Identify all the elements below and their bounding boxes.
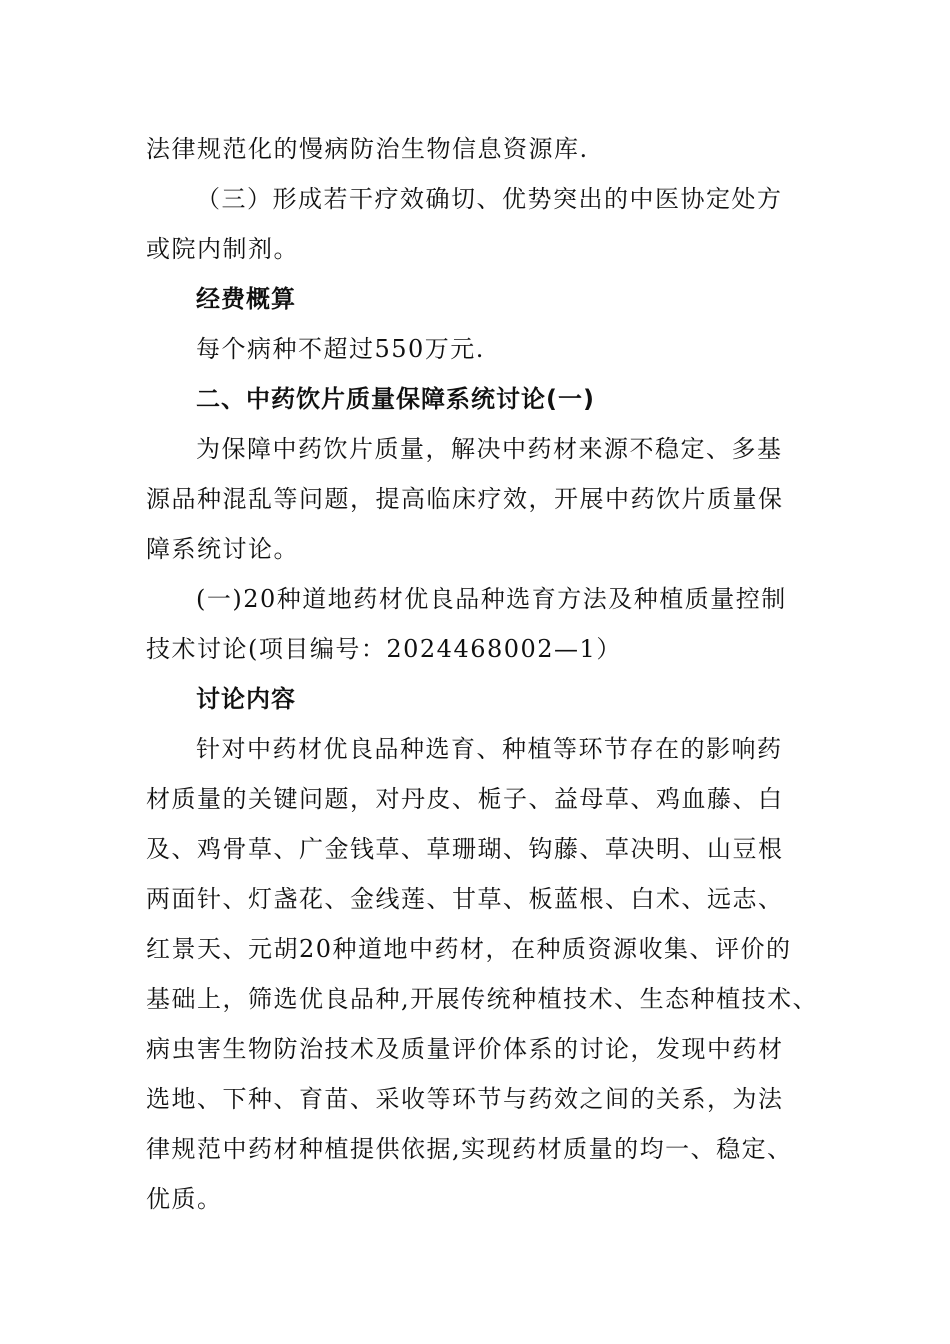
paragraph-line: 病虫害生物防治技术及质量评价体系的讨论，发现中药材 <box>146 1035 784 1063</box>
paragraph-line: 优质。 <box>146 1185 223 1213</box>
paragraph-line: 每个病种不超过550万元. <box>196 335 485 363</box>
paragraph-line: 法律规范化的慢病防治生物信息资源库. <box>146 135 589 163</box>
paragraph-line: （三）形成若干疗效确切、优势突出的中医协定处方 <box>196 185 783 213</box>
section-heading-quality-system: 二、中药饮片质量保障系统讨论(一) <box>196 385 595 413</box>
paragraph-line: 为保障中药饮片质量，解决中药材来源不稳定、多基 <box>196 435 783 463</box>
section-heading-budget: 经费概算 <box>196 285 296 313</box>
paragraph-line: 选地、下种、育苗、采收等环节与药效之间的关系，为法 <box>146 1085 784 1113</box>
paragraph-line: 障系统讨论。 <box>146 535 299 563</box>
document-body <box>146 124 819 1224</box>
paragraph-line: 源品种混乱等问题，提高临床疗效，开展中药饮片质量保 <box>146 485 784 513</box>
paragraph-line: 材质量的关键问题，对丹皮、栀子、益母草、鸡血藤、白 <box>146 785 784 813</box>
section-heading-content: 讨论内容 <box>196 685 296 713</box>
paragraph-line: 及、鸡骨草、广金钱草、草珊瑚、钩藤、草决明、山豆根 <box>146 835 784 863</box>
paragraph-line: 或院内制剂。 <box>146 235 299 263</box>
subsection-title-line: 技术讨论(项目编号：2024468002—1） <box>146 635 622 663</box>
paragraph-line: 针对中药材优良品种选育、种植等环节存在的影响药 <box>196 735 783 763</box>
paragraph-line: 红景天、元胡20种道地中药材，在种质资源收集、评价的 <box>146 935 792 963</box>
subsection-title-line: (一)20种道地药材优良品种选育方法及种植质量控制 <box>196 585 787 613</box>
paragraph-line: 基础上，筛选优良品种,开展传统种植技术、生态种植技术、 <box>146 985 819 1013</box>
paragraph-line: 律规范中药材种植提供依据,实现药材质量的均一、稳定、 <box>146 1135 793 1163</box>
paragraph-line: 两面针、灯盏花、金线莲、甘草、板蓝根、白术、远志、 <box>146 885 784 913</box>
